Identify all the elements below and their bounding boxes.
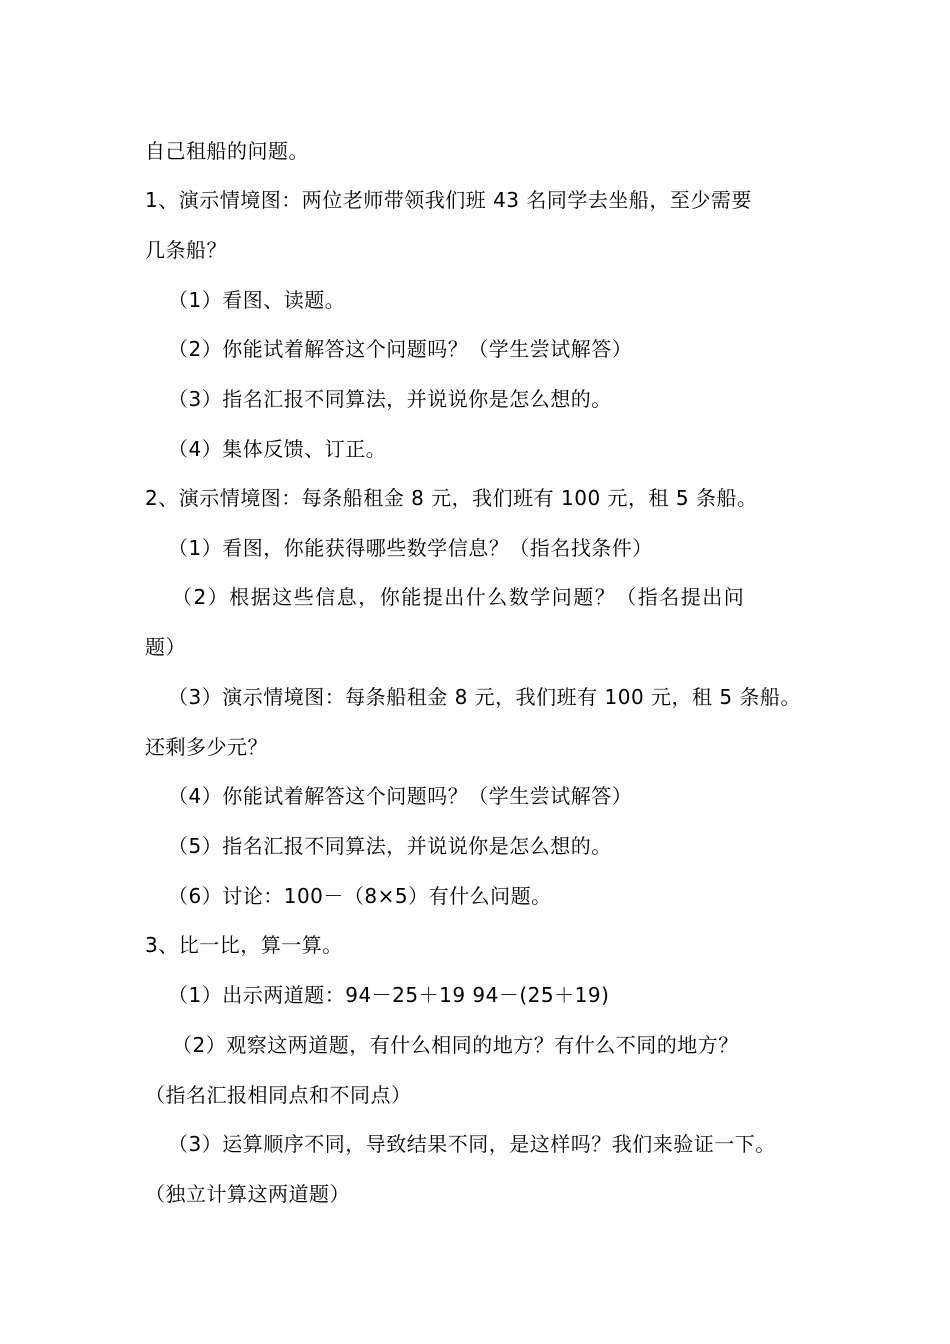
text-line: （指名汇报相同点和不同点）: [145, 1083, 412, 1107]
text-line: （独立计算这两道题）: [145, 1182, 350, 1206]
text-line: 几条船？: [145, 238, 227, 262]
text-line: （4）你能试着解答这个问题吗？（学生尝试解答）: [168, 784, 633, 808]
text-line: （2）你能试着解答这个问题吗？（学生尝试解答）: [168, 337, 633, 361]
text-line: （6）讨论：100－（8×5）有什么问题。: [168, 884, 552, 908]
text-line: 1、演示情境图：两位老师带领我们班 43 名同学去坐船，至少需要: [145, 188, 752, 212]
text-line: 自己租船的问题。: [145, 139, 309, 163]
text-line: （2）根据这些信息，你能提出什么数学问题？（指名提出问: [172, 585, 746, 609]
text-line: （3）运算顺序不同，导致结果不同，是这样吗？我们来验证一下。: [168, 1132, 776, 1156]
text-line: （2）观察这两道题，有什么相同的地方？有什么不同的地方？: [172, 1033, 739, 1057]
text-line: （5）指名汇报不同算法，并说说你是怎么想的。: [168, 834, 612, 858]
text-line: 3、比一比，算一算。: [145, 933, 343, 957]
text-line: （1）出示两道题：94－25＋19 94－(25＋19): [168, 983, 610, 1007]
text-line: 还剩多少元？: [145, 735, 268, 759]
text-line: 题）: [145, 635, 186, 659]
text-line: 2、演示情境图：每条船租金 8 元，我们班有 100 元，租 5 条船。: [145, 486, 758, 510]
text-line: （1）看图，你能获得哪些数学信息？（指名找条件）: [168, 536, 653, 560]
text-line: （3）演示情境图：每条船租金 8 元，我们班有 100 元，租 5 条船。: [168, 685, 801, 709]
text-line: （4）集体反馈、订正。: [168, 437, 387, 461]
text-line: （1）看图、读题。: [168, 288, 346, 312]
text-line: （3）指名汇报不同算法，并说说你是怎么想的。: [168, 387, 612, 411]
